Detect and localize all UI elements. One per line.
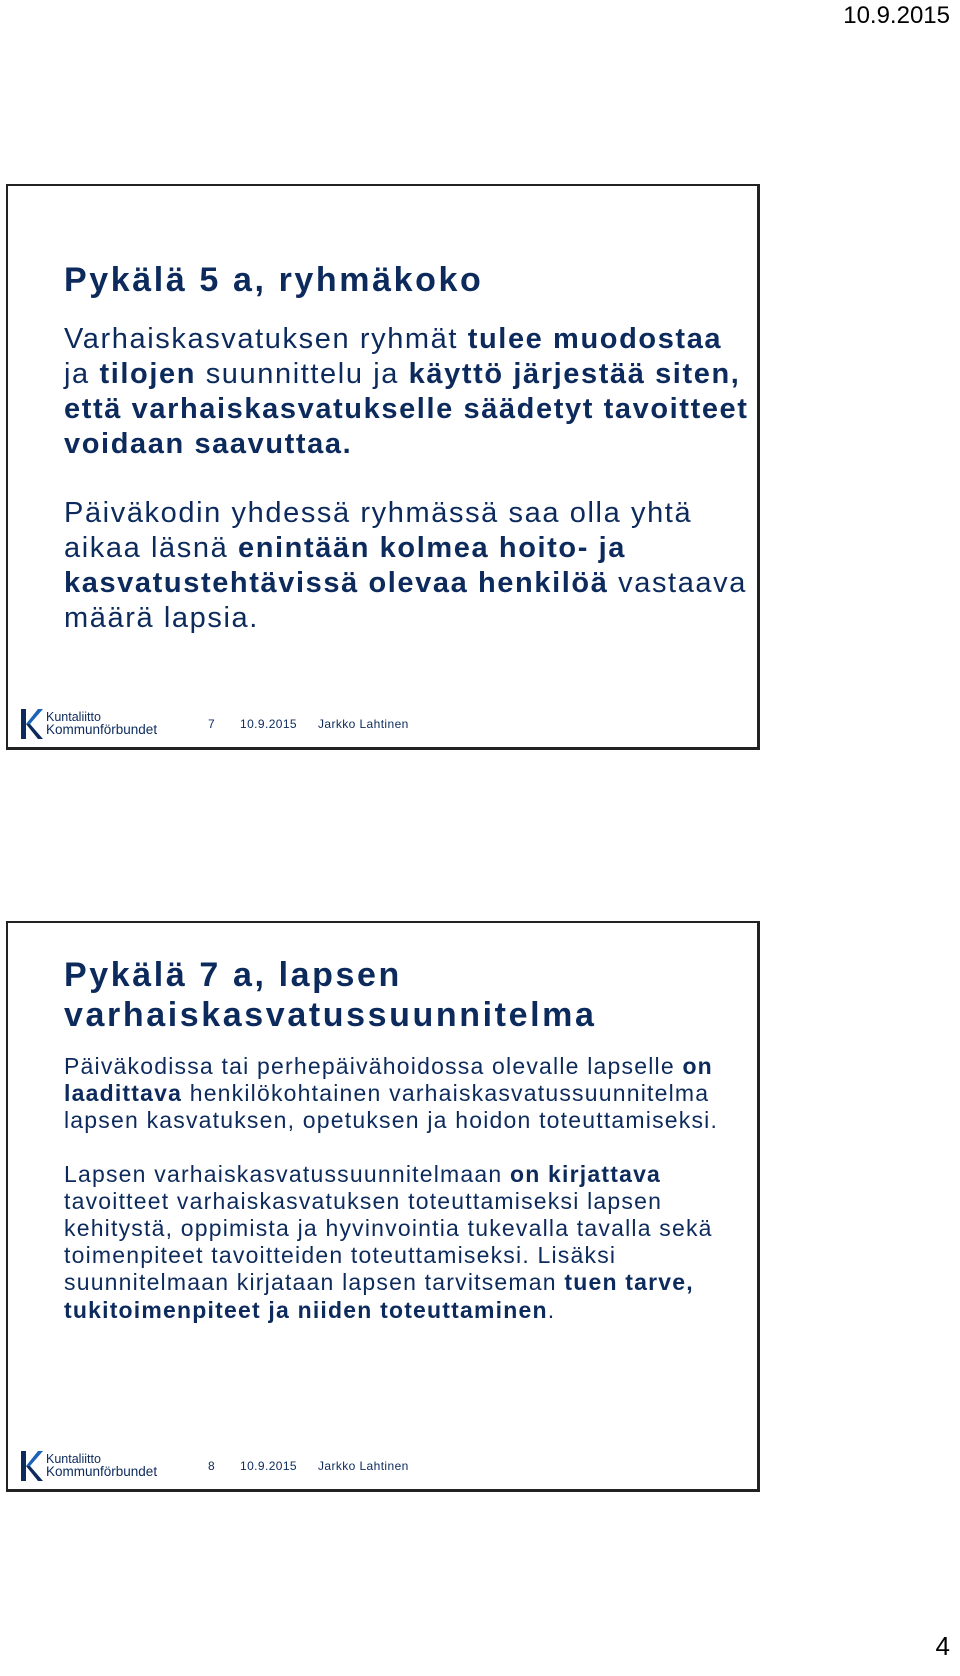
emphasis-text: tulee muodostaa bbox=[467, 323, 723, 355]
text-run: Varhaiskasvatuksen ryhmät bbox=[64, 323, 468, 355]
logo-text-kuntaliitto: Kuntaliitto bbox=[46, 710, 101, 724]
slide-date: 10.9.2015 bbox=[240, 717, 297, 731]
emphasis-text: tuen tarve, tukitoimenpiteet ja niiden toteuttaminen bbox=[64, 1269, 694, 1323]
slide-body bbox=[64, 1053, 754, 1324]
slide-author: Jarkko Lahtinen bbox=[318, 717, 409, 731]
slide-footer bbox=[8, 703, 757, 747]
slide-8 bbox=[6, 921, 760, 1492]
emphasis-text: käyttö järjestää siten, että varhaiskasvatukselle säädetyt tavoitteet voidaan saavuttaa. bbox=[64, 358, 749, 460]
logo-text-kommunforbundet: Kommunförbundet bbox=[46, 722, 158, 737]
text-run: henkilökohtainen varhaiskasvatussuunnitelma lapsen kasvatuksen, opetuksen ja hoidon toteuttamiseksi. bbox=[64, 1080, 719, 1134]
slide-title-line: Pykälä 7 a, lapsen bbox=[64, 956, 402, 994]
kuntaliitto-logo-icon bbox=[20, 1449, 44, 1483]
text-run: Lapsen varhaiskasvatussuunnitelmaan bbox=[64, 1160, 510, 1187]
slide-7 bbox=[6, 184, 760, 750]
slide-number: 7 bbox=[208, 717, 216, 731]
kuntaliitto-logo-icon bbox=[20, 707, 44, 741]
slide-paragraph bbox=[64, 1053, 754, 1135]
slide-title: Pykälä 5 a, ryhmäkoko bbox=[64, 261, 484, 299]
page-number: 4 bbox=[935, 1631, 950, 1661]
logo-text-kuntaliitto: Kuntaliitto bbox=[46, 1452, 101, 1466]
slide-paragraph bbox=[64, 322, 754, 462]
slide-author: Jarkko Lahtinen bbox=[318, 1459, 409, 1473]
slide-date: 10.9.2015 bbox=[240, 1459, 297, 1473]
kuntaliitto-logo bbox=[20, 707, 170, 741]
emphasis-text: on laadittava bbox=[64, 1053, 713, 1107]
emphasis-text: enintään kolmea hoito- ja kasvatustehtävissä olevaa henkilöä bbox=[64, 532, 627, 599]
text-run: vastaava määrä lapsia. bbox=[64, 567, 747, 634]
logo-text-kommunforbundet: Kommunförbundet bbox=[46, 1464, 158, 1479]
slide-body bbox=[64, 322, 754, 636]
text-run: suunnittelu ja bbox=[196, 358, 409, 390]
slide-paragraph bbox=[64, 1161, 754, 1324]
text-run: tavoitteet varhaiskasvatuksen toteuttamiseksi lapsen kehitystä, oppimista ja hyvinvointia tukevalla tavalla sekä toimenpiteet tavoitteiden toteuttamiseksi. Lisäksi suunnitelmaan kirjataan lapsen tarvitseman bbox=[64, 1187, 713, 1296]
emphasis-text: on kirjattava bbox=[509, 1160, 662, 1187]
emphasis-text: tilojen bbox=[99, 358, 197, 390]
text-run: ja bbox=[64, 358, 100, 390]
slide-paragraph bbox=[64, 496, 754, 636]
page-header-date: 10.9.2015 bbox=[843, 2, 950, 29]
slide-number: 8 bbox=[208, 1459, 216, 1473]
kuntaliitto-logo bbox=[20, 1449, 170, 1483]
slide-title bbox=[64, 955, 596, 1035]
slide-footer bbox=[8, 1445, 757, 1489]
text-run: Päiväkodin yhdessä ryhmässä saa olla yhtä aikaa läsnä bbox=[64, 497, 693, 564]
slide-title-line: varhaiskasvatussuunnitelma bbox=[64, 996, 597, 1034]
text-run: . bbox=[547, 1296, 556, 1323]
text-run: Päiväkodissa tai perhepäivähoidossa olevalle lapselle bbox=[64, 1053, 683, 1079]
